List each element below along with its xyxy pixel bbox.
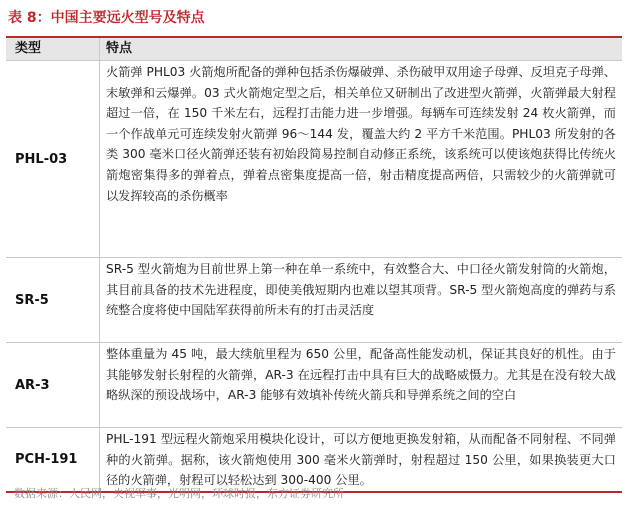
- row-description: 火箭弹 PHL03 火箭炮所配备的弹种包括杀伤爆破弹、杀伤破甲双用途子母弹、反坦克子母弹、末敏弹和云爆弹。03 式火箭炮定型之后，相关单位又研制出了改进型火箭弹，火箭弹最大射程超过一倍，在 150 千米左右，远程打击能力进一步增强。每辆车可连续发射 24 枚火箭弹，而一个作战单元可连续发射火箭弹 96～144 发，覆盖大约 2 平方千米范围。PHL03 所发射的各类 300 毫米口径火箭弹还装有初始段简易控制自动修正系统，该系统可以使该炮获得比传统火箭炮密集得多的弹着点，弹着点密集度提高一倍，射击精度提高两倍，只需较少的火箭弹就可以发挥较高的杀伤概率: [106, 65, 616, 203]
- table-row: [6, 257, 622, 342]
- rocket-artillery-table: [6, 36, 622, 493]
- table-header-row: [6, 38, 622, 60]
- row-description: 整体重量为 45 吨，最大续航里程为 650 公里，配备高性能发动机，保证其良好的机性。由于其能够发射长射程的火箭弹，AR-3 在远程打击中具有巨大的战略威慑力。尤其是在没有较大战略纵深的预设战场中，AR-3 能够有效填补传统火箭兵和导弹系统之间的空白: [106, 347, 616, 403]
- row-type: PHL-03: [6, 61, 100, 257]
- row-type: SR-5: [6, 258, 100, 342]
- row-type: PCH-191: [6, 428, 100, 491]
- table-row: [6, 427, 622, 491]
- table-title: 表 8：中国主要远火型号及特点: [8, 10, 205, 26]
- data-source-note: 数据来源：人民网，央视军事，光明网，环球时报，东方证券研究所: [14, 487, 344, 500]
- row-description: SR-5 型火箭炮为目前世界上第一种在单一系统中，有效整合大、中口径火箭发射筒的火箭炮，其目前具备的技术先进程度，即使美俄短期内也难以望其项背。SR-5 型火箭炮高度的弹药与系统整合度将使中国陆军获得前所未有的打击灵活度: [106, 262, 616, 318]
- table-row: [6, 342, 622, 427]
- header-type: 类型: [6, 38, 100, 60]
- table-row: [6, 60, 622, 257]
- row-type: AR-3: [6, 343, 100, 427]
- row-description: PHL-191 型远程火箭炮采用模块化设计，可以方便地更换发射箱，从而配备不同射程、不同弹种的火箭弹。据称，该火箭炮使用 300 毫米火箭弹时，射程超过 150 公里，如果换装更大口径的火箭弹，射程可以轻松达到 300-400 公里。: [106, 432, 616, 488]
- header-features: 特点: [106, 41, 133, 56]
